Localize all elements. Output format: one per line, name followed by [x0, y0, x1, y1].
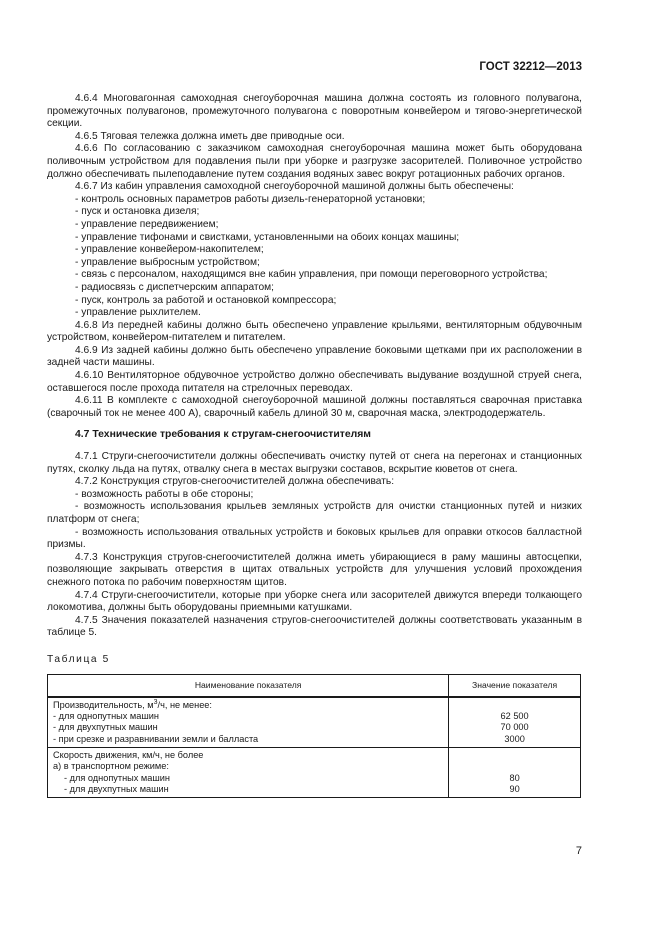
table-row [48, 748, 581, 798]
superscript: 3 [153, 698, 158, 706]
list-item: - управление тифонами и свистками, установленными на обоих концах машины; [75, 231, 460, 243]
table-cell-name [48, 697, 449, 748]
paragraph-4-7-5: 4.7.5 Значения показателей назначения стругов-снегоочистителей должны соответствовать указанным в таблице 5. [47, 614, 582, 639]
row-title: Скорость движения, км/ч, не более [53, 750, 204, 761]
row-title-text: Производительность, м [53, 699, 154, 710]
page-number: 7 [575, 845, 582, 857]
paragraph-4-6-5: 4.6.5 Тяговая тележка должна иметь две приводные оси. [75, 130, 345, 142]
document-code: ГОСТ 32212—2013 [479, 61, 582, 73]
paragraph-4-7-2: 4.7.2 Конструкция стругов-снегоочистителей должна обеспечивать: [75, 476, 395, 488]
list-item: - управление конвейером-накопителем; [75, 244, 264, 256]
row-item: - для однопутных машин [53, 711, 159, 722]
row-item: - для двухпутных машин [53, 722, 158, 733]
list-item: - возможность использования отвальных устройств и боковых крыльев для оправки откосов балластной призмы. [47, 526, 582, 551]
spacer [454, 750, 575, 761]
list-item: - пуск и остановка дизеля; [75, 206, 200, 218]
section-heading-4-7: 4.7 Технические требования к стругам-снегоочистителям [75, 429, 371, 441]
row-title [53, 700, 443, 711]
table-cell-value [449, 697, 581, 748]
paragraph-4-6-9: 4.6.9 Из задней кабины должно быть обеспечено управление боковыми щетками при их расположении в задней части машины. [47, 344, 582, 369]
spacer [454, 761, 575, 772]
list-item: - управление передвижением; [75, 218, 219, 230]
row-value: 3000 [504, 733, 525, 744]
list-item: - пуск, контроль за работой и остановкой компрессора; [75, 294, 337, 306]
row-item: - при срезке и разравнивании земли и балласта [53, 733, 259, 744]
paragraph-4-6-6: 4.6.6 По согласованию с заказчиком самоходная снегоуборочная машина может быть оборудована поливочным устройством для подавления пыли при уборке и разгрузке засорителей. Поливочное устройство должно обеспечивать пылеподавление путем создания водяных завес вокруг ротационных рабочих органов. [47, 143, 582, 180]
paragraph-4-6-4: 4.6.4 Многовагонная самоходная снегоуборочная машина должна состоять из головного полувагона, промежуточных полувагонов, промежуточного полувагона с поворотным конвейером и тягово-энергетической секции. [47, 93, 582, 130]
list-4-7-2 [47, 489, 582, 552]
row-value: 80 [509, 772, 520, 783]
row-item: - для однопутных машин [64, 772, 170, 783]
row-title-suffix: /ч, не менее: [157, 699, 212, 710]
list-item: - возможность работы в обе стороны; [75, 488, 254, 500]
list-item: - возможность использования крыльев земляных устройств для очистки станционных путей и низких платформ от снега; [47, 501, 582, 525]
paragraph-4-7-1: 4.7.1 Струги-снегоочистители должны обеспечивать очистку путей от снега на перегонах и станционных путях, сколку льда на путях, отвалку снега в местах выгрузки составов, вскрытие кюветов от снега. [47, 451, 582, 475]
column-header-value: Значение показателя [449, 674, 581, 697]
paragraph-4-6-8: 4.6.8 Из передней кабины должно быть обеспечено управление крыльями, вентиляторным обдувочным устройством, конвейером-питателем и питателем. [47, 319, 582, 344]
row-value: 90 [509, 783, 520, 794]
table-cell-value [449, 748, 581, 798]
table-caption: Таблица 5 [47, 653, 110, 665]
spacer [454, 700, 575, 711]
list-item: - радиосвязь с диспетчерским аппаратом; [75, 281, 274, 293]
paragraph-4-7-3: 4.7.3 Конструкция стругов-снегоочистителей должна иметь убирающиеся в раму машины автосцепки, позволяющие закрывать отверстия в щитах отвальных устройств для улучшения условий прохождения снежного потока по рабочим поверхностям щитов. [47, 551, 582, 588]
list-item: - управление выбросным устройством; [75, 256, 260, 268]
table-header-row [48, 674, 581, 697]
list-4-6-7 [47, 194, 582, 320]
paragraph-4-6-7: 4.6.7 Из кабин управления самоходной снегоуборочной машиной должны быть обеспечены: [75, 181, 514, 193]
row-value: 62 500 [500, 711, 529, 722]
list-item: - связь с персоналом, находящимся вне кабин управления, при помощи переговорного устройства; [75, 269, 548, 281]
row-subtitle: а) в транспортном режиме: [53, 761, 169, 772]
paragraph-4-6-10: 4.6.10 Вентиляторное обдувочное устройство должно обеспечивать выдувание воздушной струей снега, оставшегося после прохода питателя на стрелочных переводах. [47, 370, 582, 394]
paragraph-4-7-4: 4.7.4 Струги-снегоочистители, которые при уборке снега или засорителей движутся впереди толкающего локомотива, должны быть оборудованы приемными катушками. [47, 589, 582, 614]
row-value: 70 000 [500, 722, 529, 733]
table-5 [47, 674, 581, 799]
list-item: - управление рыхлителем. [75, 307, 201, 319]
list-item: - контроль основных параметров работы дизель-генераторной установки; [75, 193, 426, 205]
table-row [48, 697, 581, 748]
row-item: - для двухпутных машин [64, 783, 169, 794]
table-cell-name [48, 748, 449, 798]
column-header-name: Наименование показателя [48, 674, 449, 697]
page-body [47, 93, 582, 798]
paragraph-4-6-11: 4.6.11 В комплекте с самоходной снегоуборочной машиной должны поставляться сварочная приставка (сварочный ток не менее 400 А), сварочный кабель длиной 30 м, сварочная маска, электрододержатель. [47, 395, 582, 419]
